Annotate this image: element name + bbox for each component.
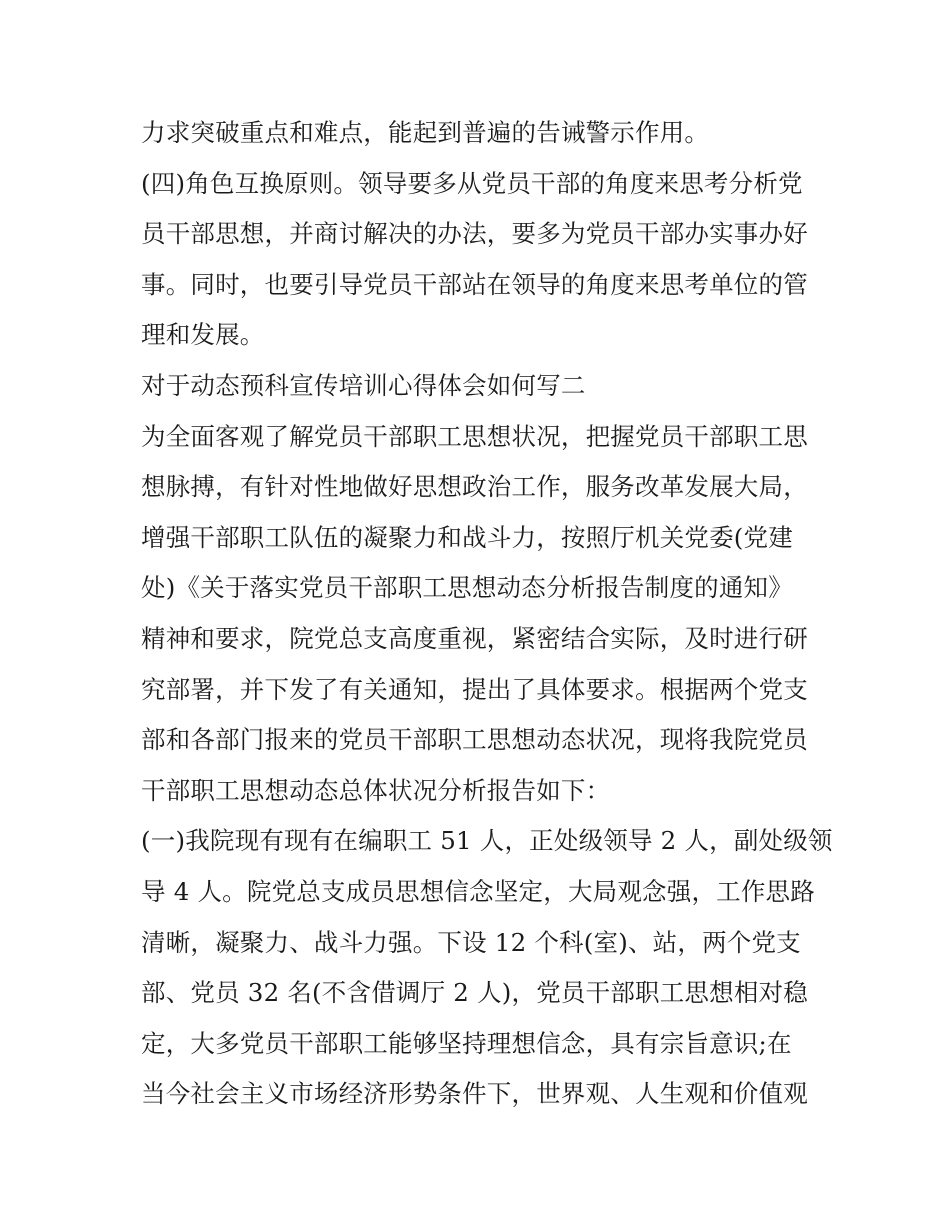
- text-line: 定，大多党员干部职工能够坚持理想信念，具有宗旨意识;在: [141, 1028, 792, 1058]
- text-line: (四)角色互换原则。领导要多从党员干部的角度来思考分析党: [141, 168, 803, 198]
- section-heading: 对于动态预科宣传培训心得体会如何写二: [141, 370, 586, 400]
- document-body: [141, 108, 833, 1120]
- text-line: (一)我院现有现有在编职工 51 人，正处级领导 2 人，副处级领: [141, 826, 833, 856]
- text-line: 究部署，并下发了有关通知，提出了具体要求。根据两个党支: [141, 674, 808, 704]
- text-line: 清晰，凝聚力、战斗力强。下设 12 个科(室)、站，两个党支: [141, 927, 801, 957]
- text-line: 力求突破重点和难点，能起到普遍的告诫警示作用。: [141, 118, 710, 147]
- text-line: 事。同时，也要引导党员干部站在领导的角度来思考单位的管: [141, 269, 808, 299]
- text-line: 员干部思想，并商讨解决的办法，要多为党员干部办实事办好: [141, 219, 808, 249]
- text-line: 干部职工思想动态总体状况分析报告如下：: [141, 775, 611, 805]
- text-line: 精神和要求，院党总支高度重视，紧密结合实际，及时进行研: [141, 623, 808, 653]
- text-line: 部和各部门报来的党员干部职工思想动态状况，现将我院党员: [141, 725, 808, 755]
- text-line: 导 4 人。院党总支成员思想信念坚定，大局观念强，工作思路: [141, 876, 815, 906]
- text-line: 为全面客观了解党员干部职工思想状况，把握党员干部职工思: [141, 421, 808, 451]
- text-line: 当今社会主义市场经济形势条件下，世界观、人生观和价值观: [141, 1079, 808, 1109]
- text-line: 处)《关于落实党员干部职工思想动态分析报告制度的通知》: [141, 573, 793, 603]
- text-line: 增强干部职工队伍的凝聚力和战斗力，按照厅机关党委(党建: [141, 522, 793, 552]
- text-line: 理和发展。: [141, 320, 265, 350]
- text-line: 想脉搏，有针对性地做好思想政治工作，服务改革发展大局，: [141, 472, 808, 502]
- text-line: 部、党员 32 名(不含借调厅 2 人)，党员干部职工思想相对稳: [141, 978, 808, 1008]
